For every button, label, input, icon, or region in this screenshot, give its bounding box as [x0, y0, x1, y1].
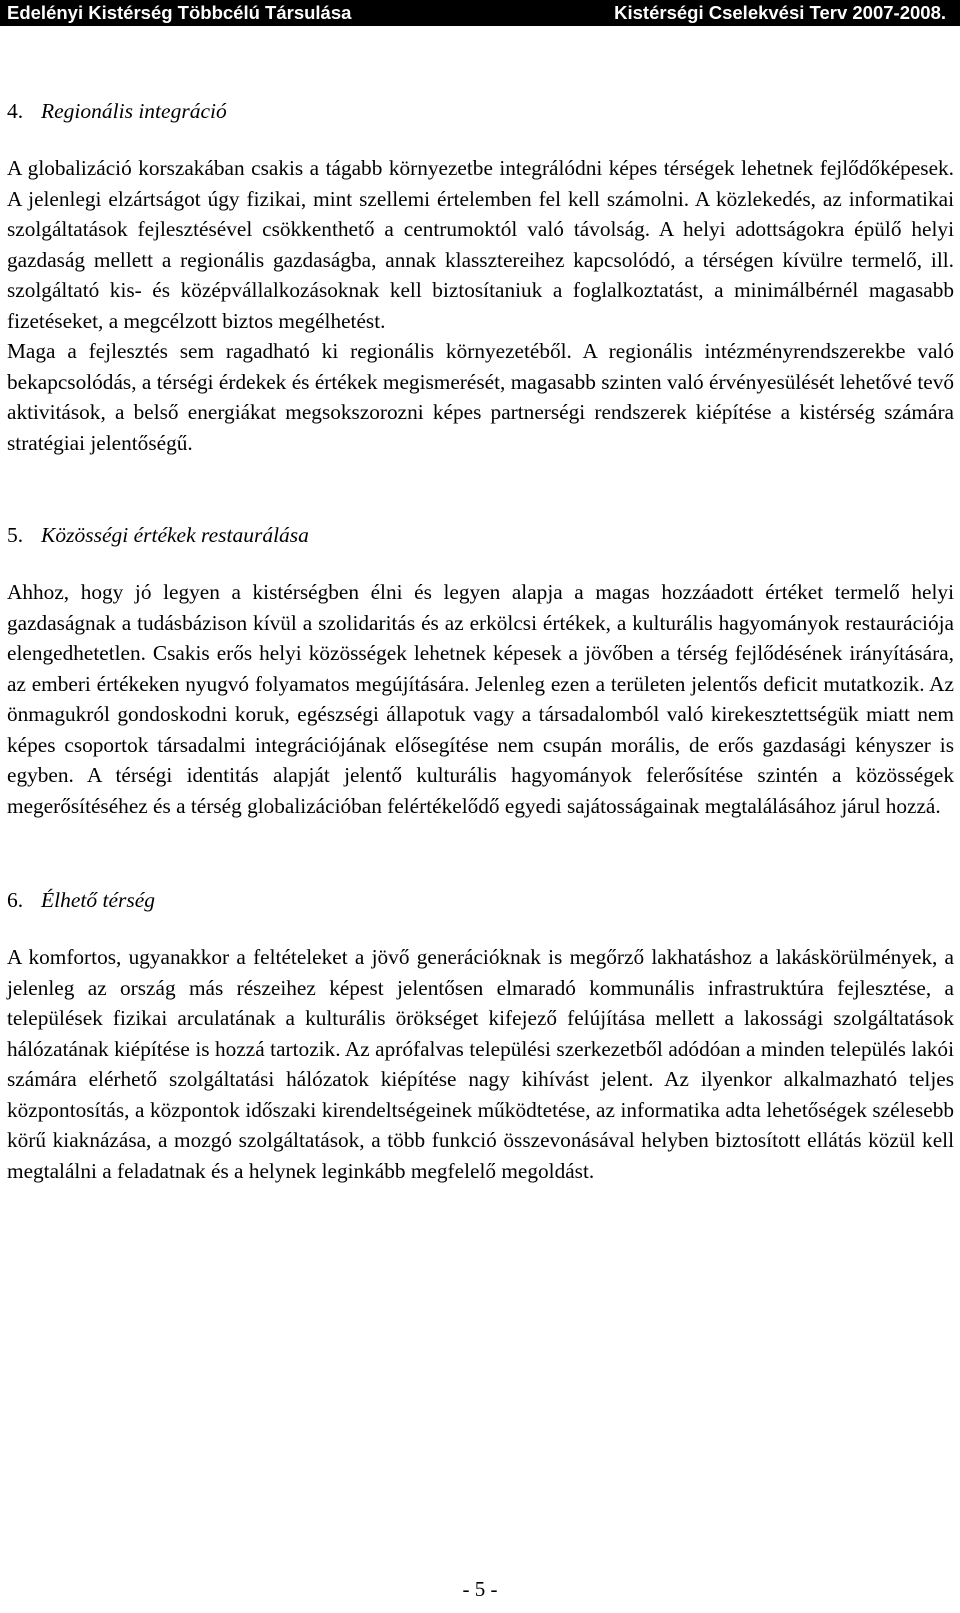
running-header — [0, 0, 960, 26]
section-number: 4. — [7, 99, 24, 123]
paragraph: Ahhoz, hogy jó legyen a kistérségben élni és legyen alapja a magas hozzáadott értéket termelő helyi gazdaságnak a tudásbázison kívül a szolidaritás és az erkölcsi értékek, a kulturális hagyományok restaurációja elengedhetetlen. Csakis erős helyi közösségek lehetnek képesek a jövőben a térség fejlődésének irányítására, az emberi értékeken nyugvó folyamatos megújítására. Jelenleg ezen a területen jelentős deficit mutatkozik. Az önmagukról gondoskodni koruk, egészségi állapotuk vagy a társadalomból való kirekesztettségük miatt nem képes csoportok társadalmi integrációjának elősegítése nem csupán morális, de erős gazdasági kényszer is egyben. A térségi identitás alapját jelentő kulturális hagyományok felerősítése szintén a közösségek megerősítéséhez és a térség globalizációban felértékelődő egyedi sajátosságainak megtalálásához járul hozzá. — [7, 580, 954, 818]
section-body-community-values — [7, 577, 954, 821]
section-heading-regional-integration — [7, 96, 227, 126]
section-heading-community-values — [7, 520, 309, 550]
section-title: Regionális integráció — [41, 99, 227, 123]
organization-name: Edelényi Kistérség Többcélú Társulása — [7, 2, 352, 23]
section-number: 6. — [7, 888, 24, 912]
section-body-livable-region — [7, 942, 954, 1186]
section-title: Közösségi értékek restaurálása — [41, 523, 309, 547]
paragraph: A globalizáció korszakában csakis a tágabb környezetbe integrálódni képes térségek lehetnek fejlődőképesek. A jelenlegi elzártságot úgy fizikai, mint szellemi értelemben fel kell számolni. A közlekedés, az informatikai szolgáltatások fejlesztésével csökkenthető a centrumoktól való távolság. A helyi adottságokra épülő helyi gazdaság mellett a regionális gazdaságba, annak klassztereihez kapcsolódó, a térségen kívülre termelő, ill. szolgáltató kis- és középvállalkozásoknak kell biztosítaniuk a foglalkoztatást, a minimálbérnél magasabb fizetéseket, a megcélzott biztos megélhetést. — [7, 156, 954, 333]
paragraph: A komfortos, ugyanakkor a feltételeket a jövő generációknak is megőrző lakhatáshoz a lakáskörülmények, a jelenleg az ország más részeihez képest jelentősen elmaradó kommunális infrastruktúra fejlesztése, a települések fizikai arculatának a kulturális örökséget kifejező felújítása mellett a lakossági szolgáltatások hálózatának kiépítése is hozzá tartozik. Az aprófalvas települési szerkezetből adódóan a minden település lakói számára elérhető szolgáltatási hálózatok kiépítése nagy kihívást jelent. Az ilyenkor alkalmazható teljes központosítás, a központok időszaki kirendeltségeinek működtetése, az informatika adta lehetőségek szélesebb körű kiaknázása, a mozgó szolgáltatások, a több funkció összevonásával helyben biztosított ellátás közül kell megtalálni a feladatnak és a helynek leginkább megfelelő megoldást. — [7, 945, 954, 1183]
section-body-regional-integration — [7, 153, 954, 458]
paragraph: Maga a fejlesztés sem ragadható ki regionális környezetéből. A regionális intézményrendszerekbe való bekapcsolódás, a térségi érdekek és értékek megismerését, magasabb szinten való érvényesülését lehetővé tevő aktivitások, a belső energiákat megsokszorozni képes partnerségi rendszerek kiépítése a kistérség számára stratégiai jelentőségű. — [7, 339, 954, 455]
page-number: - 5 - — [462, 1577, 498, 1601]
section-title: Élhető térség — [41, 888, 156, 912]
plan-title: Kistérségi Cselekvési Terv 2007-2008. — [614, 2, 946, 23]
section-heading-livable-region — [7, 885, 155, 915]
section-number: 5. — [7, 523, 24, 547]
